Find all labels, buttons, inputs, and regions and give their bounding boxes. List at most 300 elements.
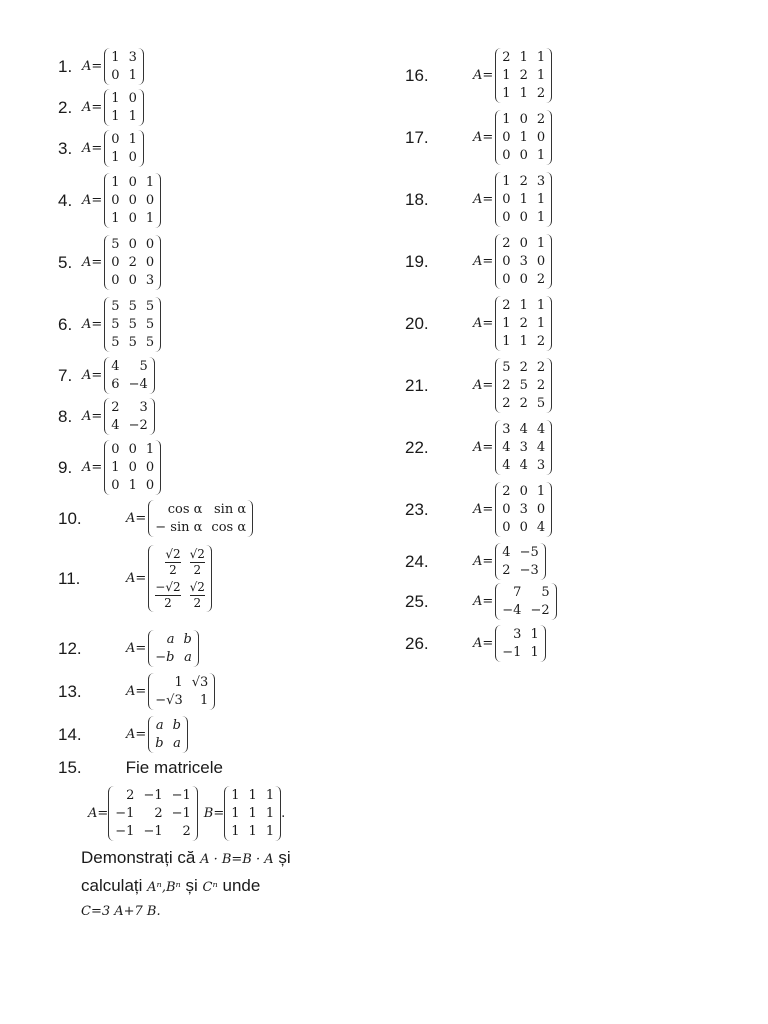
- matrix-cell: 1: [519, 192, 528, 207]
- problem-item: [405, 296, 552, 351]
- matrix-cell: 2: [154, 806, 163, 821]
- matrix-expression: [473, 234, 552, 289]
- matrix-cell: 1: [536, 210, 546, 225]
- matrix-cell: 4: [502, 458, 511, 473]
- matrix-label: A=: [82, 317, 103, 332]
- matrix-label: A=: [473, 130, 494, 145]
- matrix-cell: 4: [519, 458, 528, 473]
- item-number: 24.: [405, 551, 429, 571]
- matrix-label: A=: [126, 641, 147, 656]
- matrix-label: A=: [473, 502, 494, 517]
- matrix-label: A=: [82, 409, 103, 424]
- matrix-a-label: A=: [88, 806, 109, 821]
- matrix-cell: 0: [502, 130, 511, 145]
- matrix-cell: 1: [536, 148, 546, 163]
- matrix-cell: 7: [513, 585, 522, 600]
- matrix-cell: $\frac{√2}{2}$: [189, 547, 205, 577]
- matrix-cell: 0: [111, 273, 120, 288]
- statement-text: Demonstrați că: [81, 848, 196, 867]
- matrix-cell: 2: [519, 174, 528, 189]
- matrix-cell: 1: [502, 316, 511, 331]
- matrix-label: A=: [473, 554, 494, 569]
- statement-line-2: [81, 876, 260, 896]
- item-number: 6.: [58, 314, 73, 334]
- matrix-cell: 1: [536, 484, 546, 499]
- matrix: [148, 630, 199, 667]
- item-number: 10.: [58, 508, 82, 528]
- matrix-cell: 0: [128, 460, 137, 475]
- matrix-cell: 5: [128, 317, 137, 332]
- matrix-cell: 1: [128, 68, 137, 83]
- matrix-b: [224, 786, 281, 841]
- statement-text: și: [185, 876, 198, 895]
- matrix-cell: 3: [502, 422, 511, 437]
- matrix-cell: 0: [145, 478, 155, 493]
- matrix-cell: 2: [536, 360, 546, 375]
- matrix-cell: 0: [519, 520, 528, 535]
- matrix-cell: 5: [145, 317, 155, 332]
- matrix-label: A=: [473, 254, 494, 269]
- matrix-cell: 1: [536, 50, 546, 65]
- matrix-expression: [126, 630, 199, 667]
- statement-text: și: [278, 848, 291, 867]
- matrix-cell: 3: [536, 458, 546, 473]
- matrix-cell: 0: [145, 460, 155, 475]
- matrix-label: A=: [82, 193, 103, 208]
- matrix: [104, 297, 161, 352]
- matrix-label: A=: [126, 571, 147, 586]
- problem-item: [58, 297, 161, 352]
- matrix: [495, 420, 552, 475]
- matrix-cell: 6: [111, 377, 120, 392]
- statement-math: Aⁿ,Bⁿ: [147, 880, 181, 895]
- matrix-label: A=: [126, 511, 147, 526]
- statement-line-3: [81, 900, 161, 920]
- matrix-cell: −1: [115, 824, 135, 839]
- matrix-label: A=: [82, 460, 103, 475]
- matrix-cell: −1: [502, 645, 522, 660]
- problem-item: [405, 625, 546, 662]
- matrix-label: A=: [82, 141, 103, 156]
- matrix-label: A=: [473, 316, 494, 331]
- problem-item: [58, 89, 144, 126]
- problem-item: [405, 234, 552, 289]
- matrix-cell: 5: [111, 237, 120, 252]
- matrix-label: A=: [473, 68, 494, 83]
- matrix-cell: 0: [502, 502, 511, 517]
- statement-math: Cⁿ: [202, 880, 218, 895]
- matrix-cell: b: [155, 736, 164, 751]
- matrix: [104, 48, 144, 85]
- matrix-cell: −1: [143, 824, 163, 839]
- matrix-cell: 3: [519, 502, 528, 517]
- matrix-cell: a: [173, 736, 181, 751]
- matrix: [495, 625, 545, 662]
- matrix-label: A=: [473, 440, 494, 455]
- statement-text: calculați: [81, 876, 143, 895]
- matrix-cell: 0: [128, 211, 137, 226]
- matrix-cell: 1: [128, 109, 137, 124]
- matrix-cell: 2: [536, 86, 546, 101]
- matrix-cell: 5: [145, 299, 155, 314]
- matrix-cell: 0: [128, 150, 137, 165]
- matrix-label: A=: [473, 594, 494, 609]
- item-number: 15.: [58, 758, 82, 777]
- matrix-cell: 0: [519, 484, 528, 499]
- matrix: [104, 89, 144, 126]
- matrix: [104, 357, 154, 394]
- matrix-cell: 1: [111, 109, 120, 124]
- matrix: [495, 48, 552, 103]
- matrix: [148, 500, 253, 537]
- matrix-cell: 2: [182, 824, 191, 839]
- matrix-cell: 2: [502, 298, 511, 313]
- item-number: 12.: [58, 638, 82, 658]
- matrix-cell: 0: [128, 237, 137, 252]
- matrix-cell: 0: [111, 255, 120, 270]
- matrix: [148, 716, 188, 753]
- matrix-cell: 2: [536, 378, 546, 393]
- matrix: [148, 673, 215, 710]
- matrix: [104, 398, 154, 435]
- matrix-cell: b: [183, 632, 192, 647]
- problem-item: [58, 357, 155, 394]
- matrix-cell: 1: [265, 806, 275, 821]
- matrix-cell: 1: [231, 806, 240, 821]
- matrix-cell: 3: [519, 440, 528, 455]
- matrix: [495, 358, 552, 413]
- item-number: 17.: [405, 127, 429, 147]
- item-number: 1.: [58, 56, 73, 76]
- matrix-cell: $\frac{√2}{2}$: [189, 580, 205, 610]
- matrix-cell: 1: [248, 806, 257, 821]
- matrix-cell: −1: [171, 806, 191, 821]
- matrix-cell: 1: [536, 316, 546, 331]
- matrix-cell: 0: [128, 193, 137, 208]
- matrix-cell: 2: [519, 360, 528, 375]
- matrix-cell: 3: [536, 174, 546, 189]
- matrix: [104, 130, 144, 167]
- matrix-cell: 0: [519, 112, 528, 127]
- matrix-cell: 2: [502, 50, 511, 65]
- matrix-expression: [82, 89, 144, 126]
- matrix-cell: 1: [111, 460, 120, 475]
- matrix-expression: [82, 357, 155, 394]
- problem-item: [58, 500, 253, 537]
- problem-item: [405, 48, 552, 103]
- matrix-cell: 1: [128, 478, 137, 493]
- matrix-cell: 0: [536, 130, 546, 145]
- matrix-cell: 3: [519, 254, 528, 269]
- matrix-cell: 1: [265, 824, 275, 839]
- matrix-cell: 1: [502, 174, 511, 189]
- item-number: 9.: [58, 457, 73, 477]
- item-number: 2.: [58, 97, 73, 117]
- matrix-cell: 4: [111, 359, 120, 374]
- matrix-cell: 1: [502, 68, 511, 83]
- matrix-expression: [473, 110, 552, 165]
- matrix: [495, 543, 545, 580]
- matrix-cell: 2: [519, 68, 528, 83]
- matrix: [495, 296, 552, 351]
- matrix-expression: [473, 358, 552, 413]
- matrix-cell: 0: [536, 254, 546, 269]
- matrix-cell: 2: [502, 236, 511, 251]
- matrix-cell: 0: [111, 442, 120, 457]
- matrix-cell: 2: [536, 112, 546, 127]
- matrix-cell: 4: [502, 545, 511, 560]
- matrix-cell: 0: [145, 255, 155, 270]
- item-number: 4.: [58, 190, 73, 210]
- matrix-a: [108, 786, 198, 841]
- matrix-label: A=: [82, 368, 103, 383]
- problem-item: [405, 358, 552, 413]
- matrix-cell: −4: [128, 377, 148, 392]
- matrix-cell: a: [166, 632, 175, 647]
- matrix-cell: 1: [111, 211, 120, 226]
- matrix-cell: −1: [143, 788, 163, 803]
- matrix-cell: 1: [519, 50, 528, 65]
- problem-item: [58, 235, 161, 290]
- matrix-cell: 0: [519, 210, 528, 225]
- matrix-cell: 5: [128, 299, 137, 314]
- problem-intro: Fie matricele: [125, 758, 223, 777]
- matrix-cell: 1: [536, 192, 546, 207]
- matrix-cell: 0: [502, 210, 511, 225]
- matrix-cell: − sin α: [155, 520, 203, 535]
- matrix-cell: 1: [111, 50, 120, 65]
- matrix-cell: 4: [536, 440, 546, 455]
- item-number: 21.: [405, 375, 429, 395]
- matrix-cell: 1: [200, 693, 209, 708]
- matrix-cell: 1: [519, 334, 528, 349]
- matrix-cell: 2: [502, 563, 511, 578]
- matrix-label: A=: [82, 100, 103, 115]
- item-number: 3.: [58, 138, 73, 158]
- matrix-cell: 0: [111, 68, 120, 83]
- matrix-cell: 1: [536, 298, 546, 313]
- problem-item: [405, 583, 557, 620]
- matrix-cell: 1: [536, 236, 546, 251]
- matrix-cell: 2: [111, 400, 120, 415]
- problem-item: [58, 716, 188, 753]
- matrix-cell: −2: [128, 418, 148, 433]
- item-number: 7.: [58, 365, 73, 385]
- matrix-cell: 0: [502, 192, 511, 207]
- matrix-cell: 1: [248, 824, 257, 839]
- matrix-cell: 3: [145, 273, 155, 288]
- item-number: 19.: [405, 251, 429, 271]
- matrix-expression: [126, 545, 212, 612]
- matrix-cell: 0: [519, 148, 528, 163]
- matrix-cell: 5: [541, 585, 550, 600]
- matrix-cell: 0: [519, 272, 528, 287]
- matrix-expression: [82, 235, 161, 290]
- matrix-cell: 0: [111, 193, 120, 208]
- matrix-expression: [82, 398, 155, 435]
- item-number: 26.: [405, 633, 429, 653]
- problem-item: [58, 130, 144, 167]
- matrix-cell: cos α: [167, 502, 203, 517]
- matrix-cell: 2: [502, 378, 511, 393]
- item-number: 14.: [58, 724, 82, 744]
- problem-item: [405, 482, 552, 537]
- matrix-expression: [126, 500, 253, 537]
- matrix-cell: a: [155, 718, 164, 733]
- matrix-expression: [473, 625, 546, 662]
- matrix-cell: 1: [248, 788, 257, 803]
- matrix-cell: 3: [128, 50, 137, 65]
- matrix-expression: [473, 48, 552, 103]
- matrix-cell: 5: [519, 378, 528, 393]
- problem-item: [58, 630, 199, 667]
- matrix-cell: 0: [145, 193, 155, 208]
- matrix-cell: 2: [536, 334, 546, 349]
- matrix-cell: 0: [519, 236, 528, 251]
- matrix-cell: 0: [111, 478, 120, 493]
- problem-item: [405, 543, 546, 580]
- item-number: 11.: [58, 568, 81, 588]
- matrix-cell: −1: [171, 788, 191, 803]
- matrix-cell: 1: [502, 86, 511, 101]
- matrix-cell: −4: [502, 603, 522, 618]
- matrix-cell: −5: [519, 545, 539, 560]
- matrix-cell: 5: [145, 335, 155, 350]
- matrix-cell: 2: [128, 255, 137, 270]
- matrix-cell: 1: [530, 627, 539, 642]
- matrix-cell: b: [172, 718, 181, 733]
- matrix-cell: 1: [536, 68, 546, 83]
- item-number: 23.: [405, 499, 429, 519]
- matrix-cell: 0: [502, 520, 511, 535]
- matrix-cell: 1: [111, 150, 120, 165]
- statement-math: C=3 A+7 B.: [81, 904, 161, 919]
- matrix-cell: √3: [191, 675, 209, 690]
- matrix-cell: 0: [502, 148, 511, 163]
- matrix-cell: 5: [536, 396, 546, 411]
- matrix-cell: 0: [128, 273, 137, 288]
- item-number: 5.: [58, 252, 73, 272]
- matrix-label: A=: [126, 727, 147, 742]
- matrix-cell: 4: [502, 440, 511, 455]
- matrix: [495, 172, 552, 227]
- matrix-cell: 1: [519, 130, 528, 145]
- matrix: [148, 545, 212, 612]
- problem-item: [58, 173, 161, 228]
- matrix: [495, 110, 552, 165]
- matrix-cell: cos α: [211, 520, 247, 535]
- matrix: [495, 482, 552, 537]
- matrix-cell: 5: [502, 360, 511, 375]
- matrix-cell: −3: [519, 563, 539, 578]
- matrix-cell: 2: [502, 396, 511, 411]
- matrix-cell: 3: [139, 400, 148, 415]
- matrix-cell: 0: [111, 132, 120, 147]
- matrix-cell: $\frac{√2}{2}$: [165, 547, 181, 577]
- matrix-expression: [82, 173, 161, 228]
- matrix-cell: $\frac{-√2}{2}$: [155, 580, 181, 610]
- matrix-cell: 5: [111, 299, 120, 314]
- item-number: 18.: [405, 189, 429, 209]
- problem-item: [405, 420, 552, 475]
- matrix-cell: 1: [502, 112, 511, 127]
- problem-item: [58, 545, 212, 612]
- matrix-cell: 1: [128, 132, 137, 147]
- matrix-cell: 5: [111, 335, 120, 350]
- matrix-expression: [126, 673, 215, 710]
- matrix-expression: [82, 297, 161, 352]
- matrix-cell: 5: [111, 317, 120, 332]
- problem-item: [58, 398, 155, 435]
- item-number: 16.: [405, 65, 429, 85]
- problem-item: [405, 172, 552, 227]
- matrix-expression: [473, 172, 552, 227]
- matrix-cell: 0: [502, 254, 511, 269]
- matrix-cell: 5: [128, 335, 137, 350]
- statement-math: A · B=B · A: [200, 852, 274, 867]
- matrix-cell: −b: [155, 650, 175, 665]
- matrix-cell: 1: [231, 788, 240, 803]
- matrix-cell: 1: [530, 645, 539, 660]
- matrix-cell: 0: [128, 442, 137, 457]
- matrix-label: A=: [473, 636, 494, 651]
- matrix-expression: [473, 296, 552, 351]
- matrix-cell: 1: [111, 91, 120, 106]
- matrix: [495, 234, 552, 289]
- matrix-cell: 4: [519, 422, 528, 437]
- matrix: [104, 173, 161, 228]
- matrix-cell: a: [184, 650, 192, 665]
- matrix-cell: 5: [139, 359, 148, 374]
- matrix-cell: 1: [145, 442, 155, 457]
- matrix-cell: 1: [231, 824, 240, 839]
- matrix-cell: 0: [128, 175, 137, 190]
- matrix-b-label: B=: [203, 806, 225, 821]
- matrix-cell: 1: [502, 334, 511, 349]
- matrices-definition: [88, 786, 285, 841]
- matrix-cell: −2: [530, 603, 550, 618]
- problem-item: [58, 48, 144, 85]
- matrix-cell: 2: [126, 788, 135, 803]
- matrix-expression: [473, 482, 552, 537]
- matrix-cell: sin α: [214, 502, 247, 517]
- period: .: [281, 806, 286, 821]
- matrix-expression: [82, 440, 161, 495]
- matrix-cell: 2: [519, 316, 528, 331]
- matrix-cell: 4: [536, 520, 546, 535]
- statement-text: unde: [222, 876, 261, 895]
- matrix-cell: 1: [265, 788, 275, 803]
- matrix-label: A=: [82, 255, 103, 270]
- matrix-cell: −1: [115, 806, 135, 821]
- matrix-cell: 2: [519, 396, 528, 411]
- matrix-cell: 1: [519, 298, 528, 313]
- item-number: 13.: [58, 681, 82, 701]
- matrix-cell: 4: [111, 418, 120, 433]
- matrix-expression: [473, 420, 552, 475]
- matrix-expression: [473, 583, 557, 620]
- matrix: [495, 583, 556, 620]
- matrix-cell: 1: [519, 86, 528, 101]
- matrix-cell: 0: [128, 91, 137, 106]
- matrix-cell: −√3: [155, 693, 183, 708]
- matrix: [104, 235, 161, 290]
- matrix-cell: 4: [536, 422, 546, 437]
- matrix-label: A=: [473, 378, 494, 393]
- matrix-cell: 2: [502, 484, 511, 499]
- matrix-expression: [82, 130, 144, 167]
- matrix-label: A=: [82, 59, 103, 74]
